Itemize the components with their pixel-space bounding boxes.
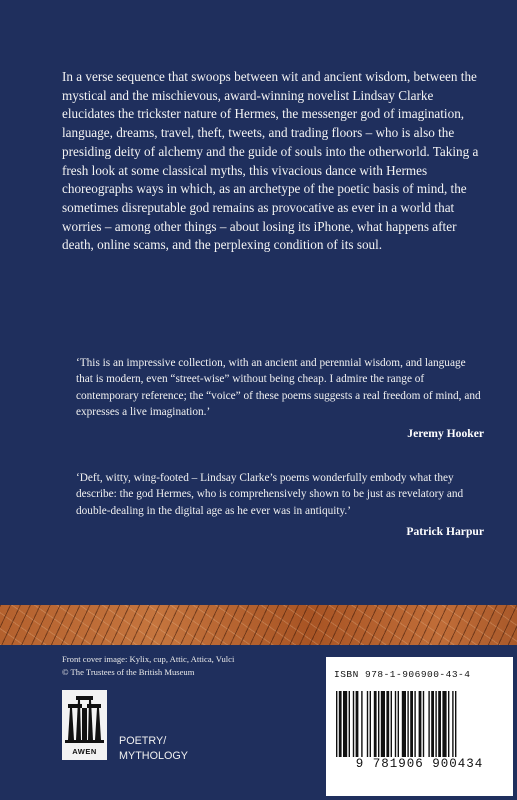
barcode-bar — [336, 691, 337, 757]
review-quote-1 — [76, 355, 484, 440]
review-quote-1-author: Jeremy Hooker — [407, 426, 484, 440]
barcode-bar — [402, 691, 406, 757]
barcode-bar — [438, 691, 441, 757]
barcode-bar — [391, 691, 392, 757]
review-quote-1-text: ‘This is an impressive collection, with an ancient and perennial wisdom, and language that is modern, even “street-wise” without being cheap. I admire the range of contemporary reference; the “voice” of these poems suggests a real freedom of mind, and expresses a live imagination.’ — [76, 357, 481, 419]
barcode-bar — [378, 691, 379, 757]
barcode-bar — [381, 691, 385, 757]
barcode-bar — [395, 691, 396, 757]
isbn-text: ISBN 978-1-906900-43-4 — [334, 669, 471, 680]
barcode-bar — [339, 691, 342, 757]
trilithon-icon — [62, 690, 107, 746]
barcode-bar — [423, 691, 424, 757]
publisher-logo-text: AWEN — [72, 747, 97, 756]
barcode-bar — [452, 691, 453, 757]
barcode-bar — [410, 691, 413, 757]
barcode-bar — [442, 691, 446, 757]
barcode-bar — [414, 691, 415, 757]
barcode-panel — [326, 657, 513, 796]
barcode-digits: 9 781906 900434 — [355, 757, 484, 771]
barcode-bar — [419, 691, 422, 757]
barcode-bar — [367, 691, 368, 757]
decorative-pottery-band — [0, 605, 517, 645]
credit-line-2: © The Trustees of the British Museum — [62, 667, 195, 677]
barcode-bar — [435, 691, 436, 757]
category-line-1: POETRY/ — [119, 735, 167, 747]
blurb-text: In a verse sequence that swoops between wit and ancient wisdom, between the mystical and the mischievous, award-winning novelist Lindsay Clarke elucidates the trickster nature of Hermes, the messenger god of imagination, language, dreams, travel, theft, tweets, and trading floors – who is also the presiding deity of alchemy and the guide of souls into the otherworld. Taking a fresh look at some classical myths, this vivacious dance with Hermes choreographs ways in which, as an archetype of the poetic basis of mind, the sometimes disreputable god remains as provocative as ever in a world that worries – among other things – about losing its iPhone, what happens after death, online scams, and the perplexing condition of its soul. — [62, 69, 479, 253]
barcode-bar — [448, 691, 449, 757]
barcode-bar — [343, 691, 347, 757]
barcode-icon — [334, 691, 505, 757]
barcode-bar — [386, 691, 389, 757]
barcode-bar — [398, 691, 399, 757]
barcode-bar — [407, 691, 408, 757]
category-label — [119, 734, 188, 764]
category-line-2: MYTHOLOGY — [119, 750, 188, 762]
barcode-bar — [356, 691, 359, 757]
barcode-bar — [361, 691, 362, 757]
barcode-bar — [370, 691, 371, 757]
barcode-bar — [349, 691, 350, 757]
barcode-bar — [428, 691, 429, 757]
barcode-bar — [374, 691, 377, 757]
barcode-bar — [455, 691, 456, 757]
barcode-bar — [431, 691, 434, 757]
cover-image-credit — [62, 653, 234, 679]
publisher-logo — [62, 690, 107, 760]
review-quote-2-author: Patrick Harpur — [406, 525, 484, 539]
review-quote-2-text: ‘Deft, witty, wing-footed – Lindsay Clarke’s poems wonderfully embody what they describe: the god Hermes, who is comprehensively shown to be just as revelatory and double-dealing in the digital age as he ever was in antiquity.’ — [76, 472, 464, 517]
barcode-bar — [353, 691, 354, 757]
review-quote-2 — [76, 470, 484, 538]
credit-line-1: Front cover image: Kylix, cup, Attic, Attica, Vulci — [62, 654, 235, 664]
